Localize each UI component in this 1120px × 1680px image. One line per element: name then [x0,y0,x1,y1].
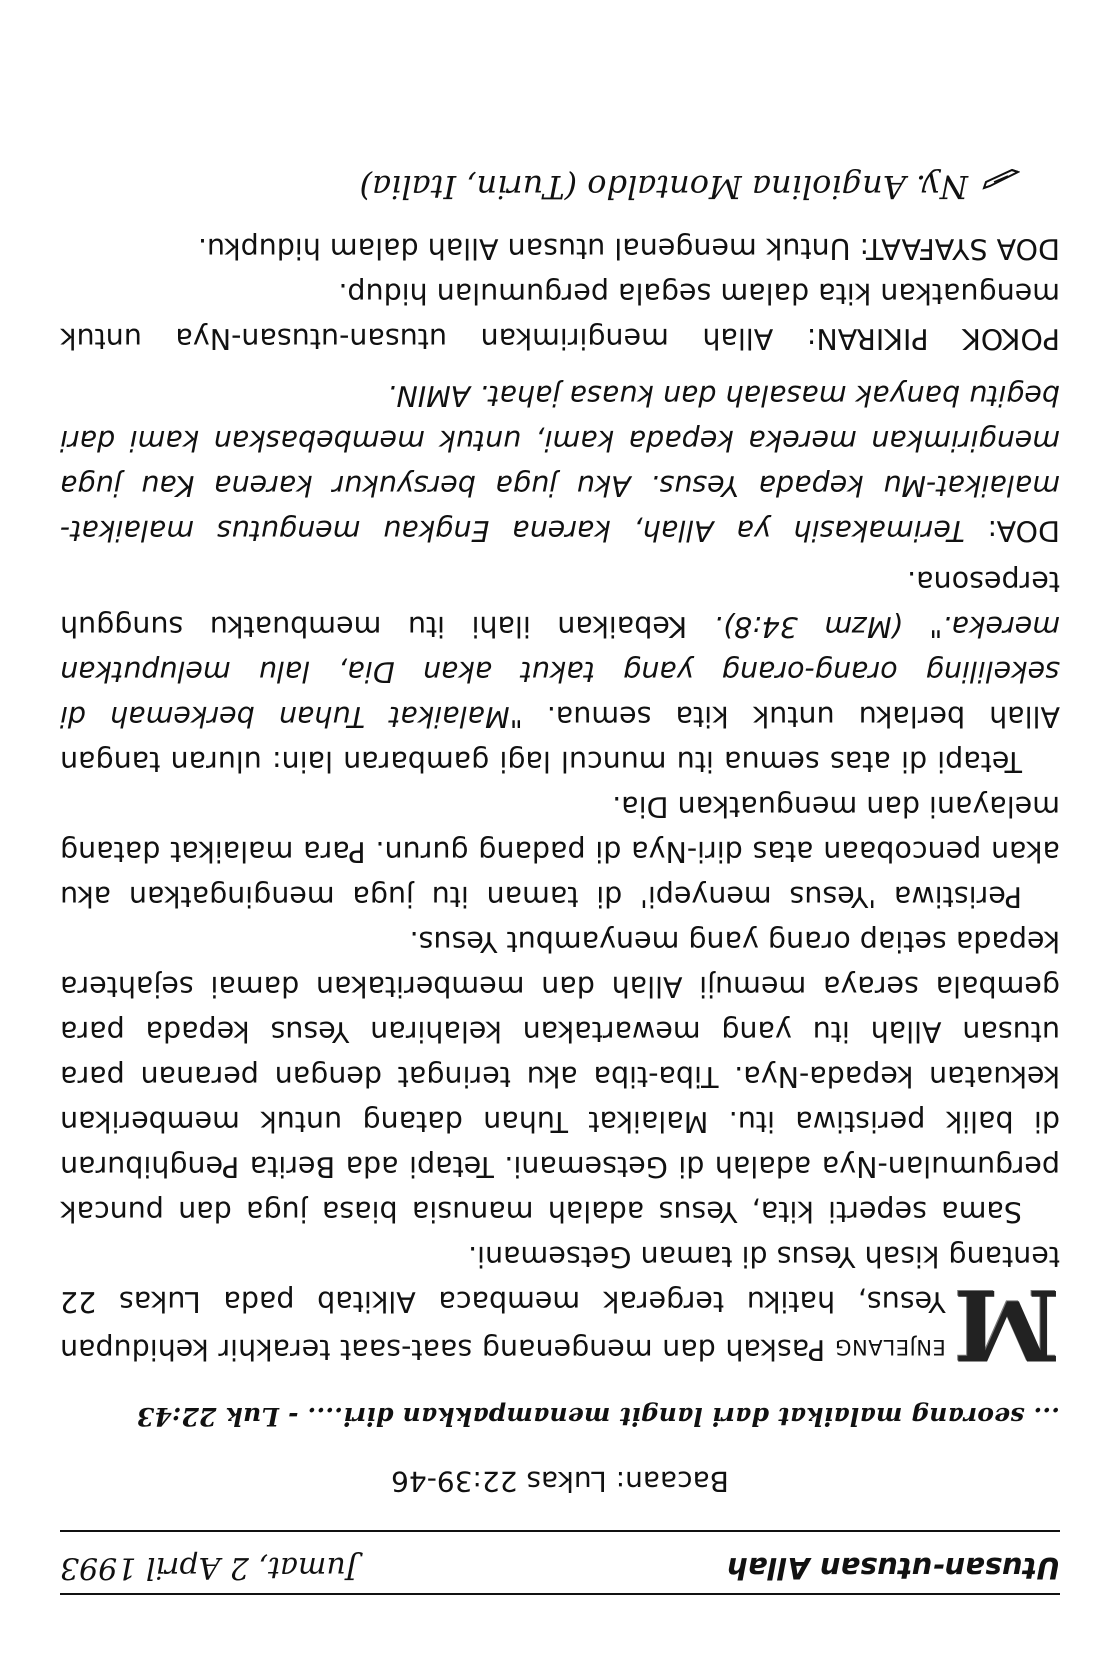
intro-paragraph [60,1234,1060,1381]
page-date: Jumat, 2 April 1993 [60,1550,358,1585]
author-line [60,168,1060,206]
paragraph-1: Sama seperti kita, Yesus adalah manusia biasa juga dan puncak pergumulan-Nya adalah di Getsemani. Tetapi ada Berita Penghiburan di balik peristiwa itu. Malaikat Tuhan datang untuk memberikan kekuatan kepada-Nya. Tiba-tiba aku teringat dengan peranan para utusan Allah itu yang mewartakan kelahiran Yesus kepada para gembala seraya memuji Allah dan memberitakan damai sejahtera kepada setiap orang yang menyambut Yesus. [60,925,1060,1228]
page-header [60,1532,1060,1593]
key-verse: ... seorang malaikat dari langit menampakkan diri.... - Luk 22:43 [136,1402,1060,1431]
main-thought-text: Allah mengirimkan utusan-utusan-Nya untuk menguatkan kita dalam segala pergumulan hidup. [60,277,1060,355]
top-rule [60,1593,1060,1595]
intercession-label: DOA SYAFAAT: [859,232,1060,265]
page-title: Utusan-utusan Allah [727,1551,1060,1585]
paragraph-3 [60,559,1060,784]
main-thought-label: POKOK PIKIRAN: [806,322,1060,355]
paragraph-2: Peristiwa 'Yesus menyepi' di taman itu juga mengingatkan aku akan pencobaan atas diri-Nya di padang gurun. Para malaikat datang melayani dan menguatkan Dia. [60,790,1060,913]
page-content [60,168,1060,1595]
reading-reference: Bacaan: Lukas 22:39-46 [391,1465,729,1498]
intro-text: Paskah dan mengenang saat-saat terakhir kehidupan Yesus, hatiku tergerak membaca Alkitab pada Lukas 22 tentang kisah Yesus di taman Getsemani. [60,1240,1060,1366]
main-thought [60,271,1060,361]
pen-icon [982,176,1020,198]
paragraph-3-end: Kebaikan ilahi itu membuatku sungguh terpesona. [60,565,1060,643]
prayer-label: DOA: [964,514,1060,547]
prayer-text: Terimakasih ya Allah, karena Engkau mengutus malaikat-malaikat-Mu kepada Yesus. Aku juga bersyukur karena Kau juga mengirimkan mereka kepada kami, untuk membebaskan kami dari begitu banyak masalah dan kuasa jahat. AMIN. [60,379,1060,547]
header-rule [60,1530,1060,1532]
author-name: Ny. Angiolina Montaldo (Turin, Italia) [359,168,968,206]
prayer [60,373,1060,553]
intro-smallcaps: ENJELANG [834,1335,946,1359]
intercession [60,226,1060,271]
drop-cap: M [953,1268,1060,1381]
intercession-text: Untuk mengenal utusan Allah dalam hidupku. [197,232,860,265]
paragraph-3-text: Tetapi di atas semua itu muncul lagi gambaran lain: uluran tangan Allah berlaku untuk kita semua. [60,700,1060,778]
paragraph-3-quote: "Malaikat Tuhan berkemah di sekeliling orang-orang yang takut akan Dia, lalu meluputkan mereka." (Mzm 34:8). [60,610,1060,733]
